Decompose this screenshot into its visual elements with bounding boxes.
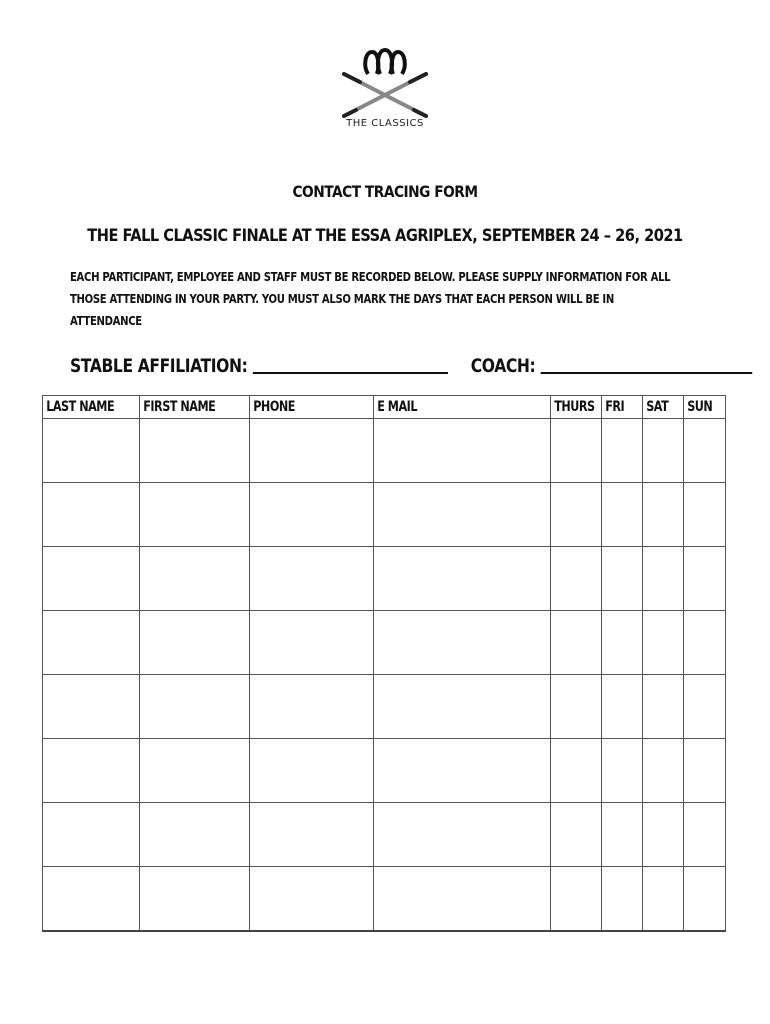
cell-last-name[interactable] — [43, 483, 140, 547]
cell-phone[interactable] — [250, 547, 374, 611]
cell-email[interactable] — [374, 547, 551, 611]
cell-thurs[interactable] — [551, 739, 602, 803]
cell-sat[interactable] — [643, 483, 684, 547]
cell-phone[interactable] — [250, 803, 374, 867]
table-row — [43, 419, 726, 483]
cell-first-name[interactable] — [140, 675, 250, 739]
cell-fri[interactable] — [602, 419, 643, 483]
instructions-line-1: EACH PARTICIPANT, EMPLOYEE AND STAFF MUST BE RECORDED BELOW. PLEASE SUPPLY INFORMATION FOR ALL — [70, 270, 671, 284]
cell-email[interactable] — [374, 419, 551, 483]
cell-last-name[interactable] — [43, 739, 140, 803]
form-title: CONTACT TRACING FORM — [292, 182, 478, 201]
cell-first-name[interactable] — [140, 867, 250, 932]
cell-sat[interactable] — [643, 419, 684, 483]
cell-thurs[interactable] — [551, 419, 602, 483]
col-first-name: FIRST NAME — [140, 396, 250, 419]
cell-fri[interactable] — [602, 675, 643, 739]
cell-last-name[interactable] — [43, 419, 140, 483]
cell-sun[interactable] — [684, 547, 726, 611]
cell-sun[interactable] — [684, 675, 726, 739]
cell-sun[interactable] — [684, 483, 726, 547]
horseshoes-whips-icon — [330, 44, 440, 124]
instructions — [70, 266, 675, 332]
cell-last-name[interactable] — [43, 611, 140, 675]
cell-phone[interactable] — [250, 675, 374, 739]
cell-thurs[interactable] — [551, 611, 602, 675]
col-sat: SAT — [643, 396, 684, 419]
cell-fri[interactable] — [602, 803, 643, 867]
cell-thurs[interactable] — [551, 675, 602, 739]
cell-sat[interactable] — [643, 547, 684, 611]
cell-sun[interactable] — [684, 419, 726, 483]
cell-first-name[interactable] — [140, 803, 250, 867]
cell-first-name[interactable] — [140, 483, 250, 547]
cell-email[interactable] — [374, 611, 551, 675]
table-row — [43, 611, 726, 675]
cell-last-name[interactable] — [43, 867, 140, 932]
cell-sun[interactable] — [684, 739, 726, 803]
stable-affiliation-label: STABLE AFFILIATION: — [70, 355, 248, 377]
table-row — [43, 867, 726, 932]
cell-phone[interactable] — [250, 867, 374, 932]
cell-fri[interactable] — [602, 739, 643, 803]
coach-field[interactable] — [540, 354, 752, 374]
col-sun: SUN — [684, 396, 726, 419]
col-email: E MAIL — [374, 396, 551, 419]
the-classics-logo — [330, 44, 440, 140]
cell-phone[interactable] — [250, 611, 374, 675]
instructions-line-2: THOSE ATTENDING IN YOUR PARTY. YOU MUST ALSO MARK THE DAYS THAT EACH PERSON WILL BE IN ATTENDANCE — [70, 292, 614, 328]
cell-email[interactable] — [374, 675, 551, 739]
cell-fri[interactable] — [602, 867, 643, 932]
logo-text: THE CLASSICS — [346, 118, 424, 129]
cell-fri[interactable] — [602, 547, 643, 611]
cell-first-name[interactable] — [140, 739, 250, 803]
cell-sun[interactable] — [684, 611, 726, 675]
table-header-row — [43, 396, 726, 419]
cell-thurs[interactable] — [551, 547, 602, 611]
table-row — [43, 739, 726, 803]
cell-sat[interactable] — [643, 739, 684, 803]
cell-sat[interactable] — [643, 611, 684, 675]
cell-email[interactable] — [374, 803, 551, 867]
table-row — [43, 675, 726, 739]
col-thurs: THURS — [551, 396, 602, 419]
cell-phone[interactable] — [250, 419, 374, 483]
cell-fri[interactable] — [602, 611, 643, 675]
cell-fri[interactable] — [602, 483, 643, 547]
cell-phone[interactable] — [250, 483, 374, 547]
cell-first-name[interactable] — [140, 419, 250, 483]
col-fri: FRI — [602, 396, 643, 419]
affiliation-row — [70, 354, 660, 377]
col-last-name: LAST NAME — [43, 396, 140, 419]
cell-sun[interactable] — [684, 803, 726, 867]
event-title: THE FALL CLASSIC FINALE AT THE ESSA AGRIPLEX, SEPTEMBER 24 – 26, 2021 — [87, 226, 683, 246]
cell-last-name[interactable] — [43, 547, 140, 611]
table-row — [43, 803, 726, 867]
cell-email[interactable] — [374, 483, 551, 547]
table-row — [43, 483, 726, 547]
cell-email[interactable] — [374, 867, 551, 932]
cell-last-name[interactable] — [43, 675, 140, 739]
cell-thurs[interactable] — [551, 803, 602, 867]
cell-sat[interactable] — [643, 675, 684, 739]
cell-phone[interactable] — [250, 739, 374, 803]
cell-first-name[interactable] — [140, 547, 250, 611]
coach-label: COACH: — [470, 355, 536, 377]
cell-thurs[interactable] — [551, 867, 602, 932]
cell-first-name[interactable] — [140, 611, 250, 675]
contact-tracing-table — [42, 395, 726, 932]
cell-sun[interactable] — [684, 867, 726, 932]
table-body — [43, 419, 726, 932]
cell-email[interactable] — [374, 739, 551, 803]
table-row — [43, 547, 726, 611]
cell-last-name[interactable] — [43, 803, 140, 867]
cell-sat[interactable] — [643, 867, 684, 932]
stable-affiliation-field[interactable] — [252, 354, 447, 374]
col-phone: PHONE — [250, 396, 374, 419]
cell-thurs[interactable] — [551, 483, 602, 547]
cell-sat[interactable] — [643, 803, 684, 867]
